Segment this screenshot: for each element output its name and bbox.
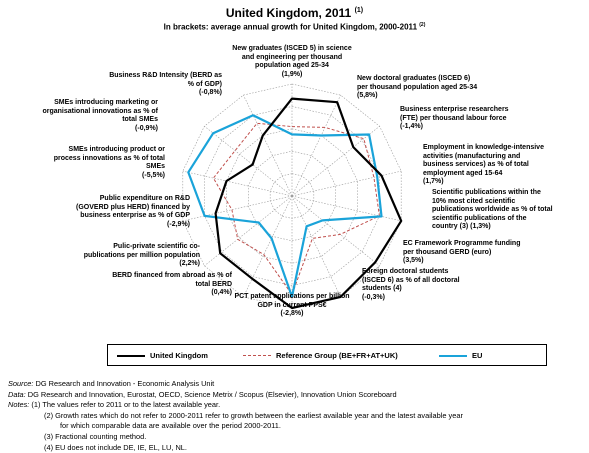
axis-label-6: EC Framework Programme funding per thousand GERD (euro) (3,5%): [403, 240, 521, 265]
axis-label-2: New doctoral graduates (ISCED 6) per thousand population aged 25-34 (5,8%): [357, 75, 478, 100]
axis-label-10: Pulic-private scientific co- publications per million population (2,2%): [83, 243, 200, 268]
axis-label-8: PCT patent applications per billion GDP in current PPS€ (-2,8%): [234, 293, 350, 318]
note-3: (3) Fractional counting method.: [44, 431, 147, 441]
chart-subtitle: In brackets: average annual growth for United Kingdom, 2000-2011 $^{(2)}$: [163, 22, 426, 32]
data-line: Data: DG Research and Innovation, Eurostat, OECD, Science Metrix / Scopus (Elsevier), Innovation Union Scoreboard: [8, 389, 397, 399]
chart-title: United Kingdom, 2011 $^{(1)}$: [225, 6, 364, 20]
axis-label-4: Employment in knowledge-intensive activities (manufacturing and business services) as % of total employment aged 15-64 (1,7%): [423, 144, 544, 186]
axis-label-14: Business R&D Intensity (BERD as % of GDP) (-0,8%): [109, 72, 222, 97]
note-4: (4) EU does not include DE, IE, EL, LU, NL.: [44, 442, 187, 452]
legend-line-reference: [243, 355, 271, 356]
axis-label-12: SMEs introducing product or process innovations as % of total SMEs (-5,5%): [53, 146, 165, 179]
axis-spoke-5: [292, 196, 401, 221]
source-line: Source: DG Research and Innovation - Economic Analysis Unit: [8, 379, 215, 388]
legend-line-eu: [439, 355, 467, 357]
axis-label-7: Foreign doctoral students (ISCED 6) as % of all doctoral students (4) (-0,3%): [362, 268, 460, 301]
legend-label-eu: EU: [472, 351, 483, 360]
axis-label-1: New graduates (ISCED 5) in science and engineering per thousand population aged 25-34 (1,9%): [232, 45, 352, 78]
note-2-cont: for which comparable data are available over the period 2000-2011.: [60, 421, 281, 431]
axis-label-3: Business enterprise researchers (FTE) per thousand labour force (-1,4%): [400, 106, 509, 131]
note-1: Notes: (1) The values refer to 2011 or to the latest available year.: [8, 400, 221, 410]
legend-label-reference: Reference Group (BE+FR+AT+UK): [276, 351, 398, 360]
axis-label-5: Scientific publications within the 10% most cited scientific publications worldwide as % of total scientific publications of the country (3) (1,3%): [432, 189, 553, 231]
chart-footer: [8, 379, 583, 453]
axis-label-9: BERD financed from abroad as % of total BERD (0,4%): [112, 272, 232, 297]
note-2: (2) Growth rates which do not refer to 2000-2011 refer to growth between the earliest available year and the latest available year: [44, 410, 463, 420]
axis-label-11: Public expenditure on R&D (GOVERD plus HERD) financed by business enterprise as % of GDP (-2,9%): [76, 195, 190, 228]
legend-line-uk: [117, 355, 145, 357]
axis-label-13: SMEs introducing marketing or organisational innovations as % of total SMEs (-0,9%): [42, 99, 158, 132]
legend-label-uk: United Kingdom: [150, 351, 208, 360]
